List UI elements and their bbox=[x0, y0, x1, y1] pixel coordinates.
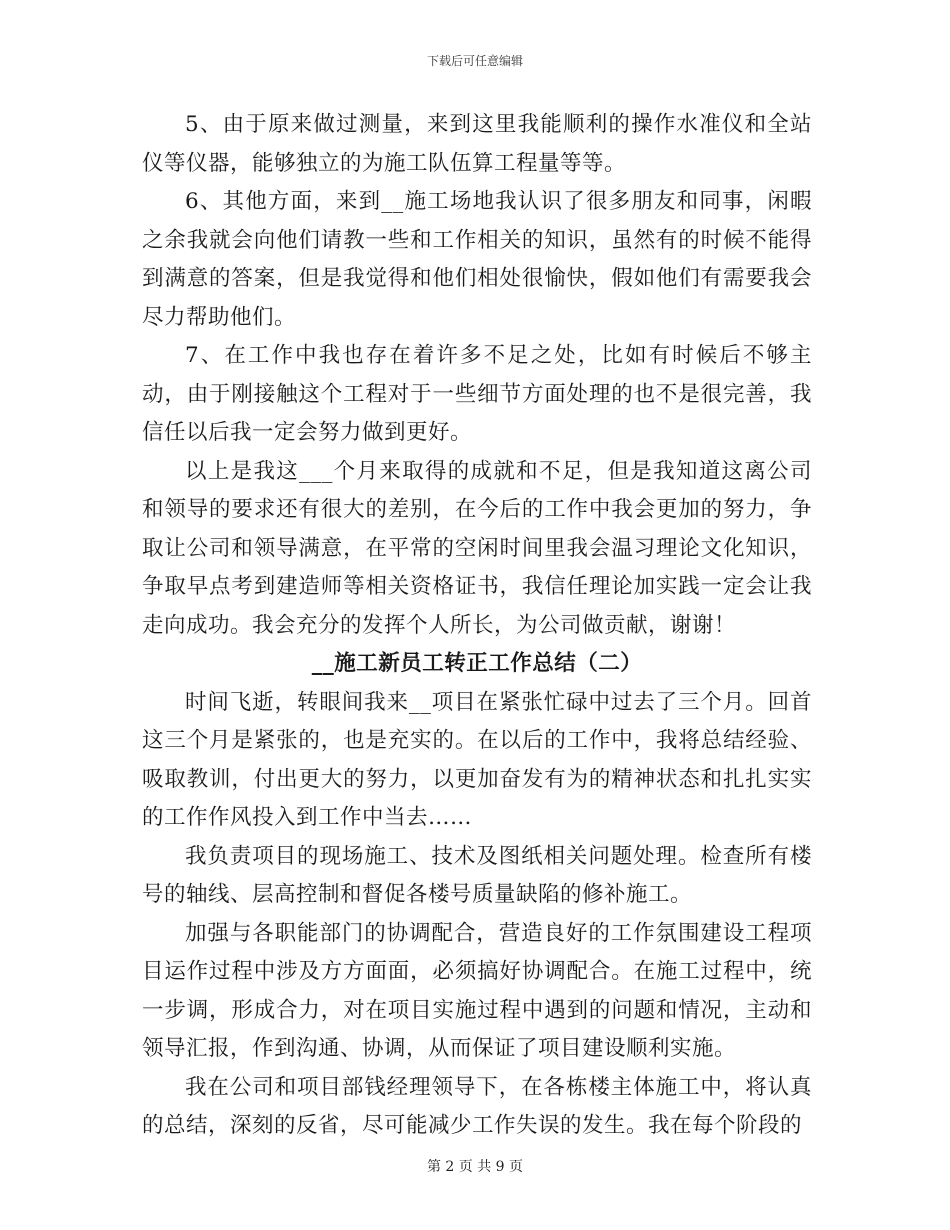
section-title: __施工新员工转正工作总结（二） bbox=[311, 651, 643, 676]
paragraph-6: 6、其他方面，来到__施工场地我认识了很多朋友和同事，闲暇之余我就会向他们请教一些和工作相关的知识，虽然有的时候不能得到满意的答案，但是我觉得和他们相处很愉快，假如他们有需要我会尽力帮助他们。 bbox=[142, 189, 812, 330]
paragraph-7: 7、在工作中我也存在着许多不足之处，比如有时候后不够主动，由于刚接触这个工程对于一些细节方面处理的也不是很完善，我信任以后我一定会努力做到更好。 bbox=[142, 343, 812, 445]
paragraph-coordination: 加强与各职能部门的协调配合，营造良好的工作氛围建设工程项目运作过程中涉及方方面面，必须搞好协调配合。在施工过程中，统一步调，形成合力，对在项目实施过程中遇到的问题和情况，主动和领导汇报，作到沟通、协调，从而保证了项目建设顺利实施。 bbox=[142, 920, 812, 1061]
page-number: 第 2 页 共 9 页 bbox=[426, 1159, 524, 1175]
document-body bbox=[142, 106, 812, 1146]
paragraph-responsibility: 我负责项目的现场施工、技术及图纸相关问题处理。检查所有楼号的轴线、层高控制和督促各楼号质量缺陷的修补施工。 bbox=[142, 843, 812, 907]
page-header: 下载后可任意编辑 bbox=[426, 54, 523, 68]
paragraph-intro: 时间飞逝，转眼间我来__项目在紧张忙碌中过去了三个月。回首这三个月是紧张的，也是充实的。在以后的工作中，我将总结经验、吸取教训，付出更大的努力，以更加奋发有为的精神状态和扎扎实实的工作作风投入到工作中当去…… bbox=[142, 689, 812, 830]
paragraph-summary: 以上是我这___个月来取得的成就和不足，但是我知道这离公司和领导的要求还有很大的差别，在今后的工作中我会更加的努力，争取让公司和领导满意，在平常的空闲时间里我会温习理论文化知识，争取早点考到建造师等相关资格证书，我信任理论加实践一定会让我走向成功。我会充分的发挥个人所长，为公司做贡献，谢谢！ bbox=[142, 458, 812, 638]
paragraph-5: 5、由于原来做过测量，来到这里我能顺利的操作水准仪和全站仪等仪器，能够独立的为施工队伍算工程量等等。 bbox=[142, 112, 812, 176]
paragraph-leadership: 我在公司和项目部钱经理领导下，在各栋楼主体施工中，将认真的总结，深刻的反省，尽可能减少工作失误的发生。我在每个阶段的 bbox=[142, 1074, 812, 1138]
